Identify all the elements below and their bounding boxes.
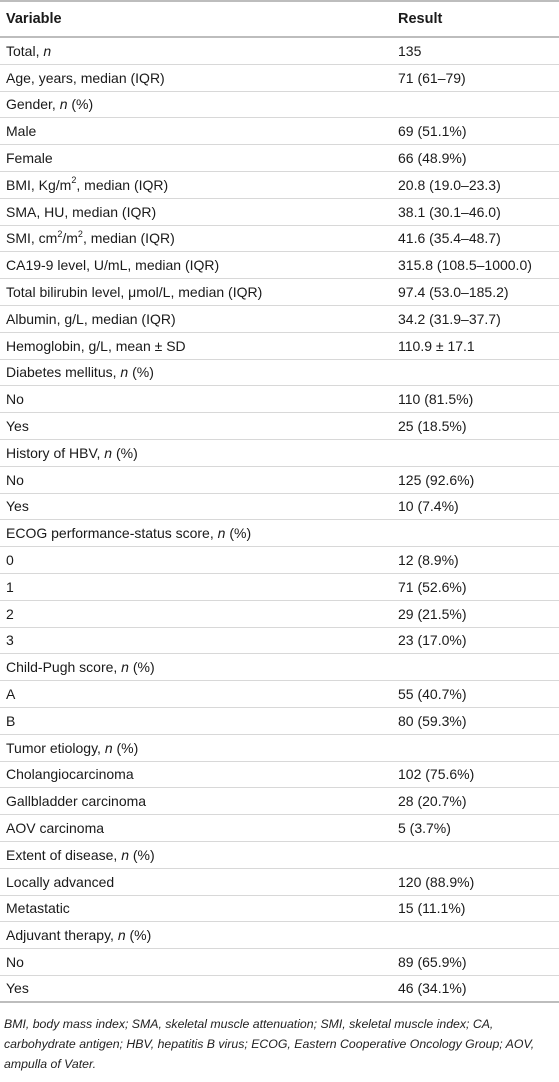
table-row — [0, 520, 559, 547]
variable-label: A — [6, 686, 16, 703]
header-variable: Variable — [6, 11, 62, 27]
variable-cell — [6, 252, 219, 278]
table-row — [0, 922, 559, 949]
variable-label: AOV carcinoma — [6, 820, 105, 836]
variable-label: No — [6, 471, 24, 488]
table-row — [0, 145, 559, 172]
variable-cell — [6, 654, 155, 680]
variable-label: Metastatic — [6, 900, 70, 917]
variable-label: Tumor etiology, n (%) — [6, 739, 139, 756]
variable-label: Gender, n (%) — [6, 96, 94, 113]
result-cell: 29 (21.5%) — [398, 605, 467, 622]
result-cell: 66 (48.9%) — [398, 150, 467, 167]
table-row — [0, 252, 559, 279]
table-row — [0, 735, 559, 762]
table-row — [0, 467, 559, 494]
table-row — [0, 842, 559, 869]
table-row — [0, 628, 559, 655]
table-row — [0, 306, 559, 333]
table-row — [0, 199, 559, 226]
variable-cell — [6, 172, 168, 198]
variable-cell — [6, 574, 14, 600]
variable-label: Cholangiocarcinoma — [6, 766, 134, 783]
result-cell: 20.8 (19.0–23.3) — [398, 176, 501, 193]
variable-cell — [6, 199, 156, 225]
table-row — [0, 38, 559, 65]
variable-label: Total, n — [6, 42, 52, 59]
result-cell: 41.6 (35.4–48.7) — [398, 230, 501, 247]
table-row — [0, 788, 559, 815]
result-cell: 97.4 (53.0–185.2) — [398, 284, 509, 301]
table-row — [0, 172, 559, 199]
table-row — [0, 708, 559, 735]
table-row — [0, 815, 559, 842]
table-row — [0, 65, 559, 92]
result-cell: 71 (61–79) — [398, 69, 466, 86]
variable-cell — [6, 467, 24, 493]
table-row — [0, 896, 559, 923]
variable-cell — [6, 333, 186, 359]
variable-label: Diabetes mellitus, n (%) — [6, 364, 154, 381]
variable-label: SMA, HU, median (IQR) — [6, 203, 157, 220]
variable-label: No — [6, 953, 24, 970]
table-row — [0, 869, 559, 896]
table-row — [0, 574, 559, 601]
variable-cell — [6, 226, 175, 252]
variable-label: Yes — [6, 980, 29, 997]
variable-cell — [6, 815, 104, 841]
result-cell: 71 (52.6%) — [398, 578, 467, 595]
variable-cell — [6, 922, 151, 948]
variable-label: Extent of disease, n (%) — [6, 846, 155, 863]
variable-label: 3 — [6, 632, 14, 649]
variable-label: BMI, $Kg/m^2$, median (IQR) — [6, 175, 169, 193]
variable-label: Adjuvant therapy, n (%) — [6, 927, 152, 944]
variable-cell — [6, 788, 146, 814]
variable-cell — [6, 949, 24, 975]
variable-label: CA19-9 level, U/mL, median (IQR) — [6, 257, 220, 274]
variable-label: Hemoglobin, g/L, mean ± SD — [6, 337, 186, 354]
table-row — [0, 386, 559, 413]
table-row — [0, 762, 559, 789]
variable-cell — [6, 38, 51, 64]
table-row — [0, 440, 559, 467]
table-row — [0, 976, 559, 1003]
variable-label: 2 — [6, 605, 14, 622]
result-cell: 80 (59.3%) — [398, 712, 467, 729]
table-row — [0, 360, 559, 387]
variable-label: Locally advanced — [6, 873, 115, 890]
variable-cell — [6, 976, 29, 1001]
result-cell: 110.9 ± 17.1 — [398, 337, 475, 354]
variable-cell — [6, 413, 29, 439]
table-row — [0, 494, 559, 521]
variable-label: History of HBV, n (%) — [6, 444, 138, 461]
variable-label: 0 — [6, 552, 14, 569]
variable-cell — [6, 65, 165, 91]
variable-cell — [6, 601, 14, 627]
table-row — [0, 654, 559, 681]
variable-cell — [6, 762, 134, 788]
result-cell: 125 (92.6%) — [398, 471, 475, 488]
variable-cell — [6, 735, 138, 761]
variable-cell — [6, 440, 138, 466]
variable-label: Total bilirubin level, μmol/L, median (IQR) — [6, 284, 263, 301]
variable-cell — [6, 547, 14, 573]
result-cell: 15 (11.1%) — [398, 900, 466, 917]
table-row — [0, 547, 559, 574]
variable-label: No — [6, 391, 24, 408]
variable-cell — [6, 628, 14, 654]
table-row — [0, 681, 559, 708]
variable-cell — [6, 92, 93, 118]
result-cell: 23 (17.0%) — [398, 632, 467, 649]
header-result: Result — [398, 11, 443, 27]
result-cell: 135 — [398, 42, 422, 59]
result-cell: 12 (8.9%) — [398, 552, 459, 569]
result-cell: 69 (51.1%) — [398, 123, 467, 140]
result-cell: 25 (18.5%) — [398, 418, 467, 435]
result-cell: 120 (88.9%) — [398, 873, 475, 890]
table-row — [0, 949, 559, 976]
variable-cell — [6, 145, 53, 171]
table-row — [0, 333, 559, 360]
variable-cell — [6, 306, 176, 332]
table-row — [0, 118, 559, 145]
variable-label: Yes — [6, 418, 29, 435]
result-cell: 28 (20.7%) — [398, 793, 467, 810]
variable-label: Albumin, g/L, median (IQR) — [6, 310, 176, 327]
variable-label: Gallbladder carcinoma — [6, 793, 147, 810]
variable-label: ECOG performance-status score, n (%) — [6, 525, 252, 542]
result-cell: 34.2 (31.9–37.7) — [398, 310, 501, 327]
variable-cell — [6, 896, 70, 922]
table-row — [0, 413, 559, 440]
result-cell: 315.8 (108.5–1000.0) — [398, 257, 532, 274]
variable-label: Yes — [6, 498, 29, 515]
result-cell: 102 (75.6%) — [398, 766, 475, 783]
result-cell: 10 (7.4%) — [398, 498, 459, 515]
variable-cell — [6, 708, 15, 734]
table-footnote: BMI, body mass index; SMA, skeletal muscle attenuation; SMI, skeletal muscle index; CA, carbohydrate antigen; HBV, hepatitis B virus; ECOG, Eastern Cooperative Oncology Group; AOV, ampulla of Vater. — [4, 1017, 535, 1071]
result-cell: 5 (3.7%) — [398, 820, 451, 836]
result-cell: 110 (81.5%) — [398, 391, 474, 408]
variable-cell — [6, 869, 114, 895]
table-row — [0, 226, 559, 253]
table-body — [0, 38, 559, 1003]
result-cell: 38.1 (30.1–46.0) — [398, 203, 501, 220]
variable-cell — [6, 360, 154, 386]
variable-label: Male — [6, 123, 37, 140]
variable-cell — [6, 842, 155, 868]
variable-cell — [6, 118, 36, 144]
table-row — [0, 279, 559, 306]
table-row — [0, 601, 559, 628]
variable-cell — [6, 386, 24, 412]
result-cell: 46 (34.1%) — [398, 980, 467, 997]
variable-cell — [6, 681, 15, 707]
variable-cell — [6, 279, 262, 305]
variable-cell — [6, 520, 251, 546]
variable-label: 1 — [6, 578, 14, 595]
variable-label: Female — [6, 150, 53, 167]
result-cell: 89 (65.9%) — [398, 953, 467, 970]
result-cell: 55 (40.7%) — [398, 686, 467, 703]
variable-label: Age, years, median (IQR) — [6, 69, 165, 86]
variable-cell — [6, 494, 29, 520]
variable-label: B — [6, 712, 16, 729]
table-header-row — [0, 0, 559, 38]
variable-label: SMI, $cm^2/m^2$, median (IQR) — [6, 228, 175, 247]
table-row — [0, 92, 559, 119]
variable-label: Child-Pugh score, n (%) — [6, 659, 155, 676]
